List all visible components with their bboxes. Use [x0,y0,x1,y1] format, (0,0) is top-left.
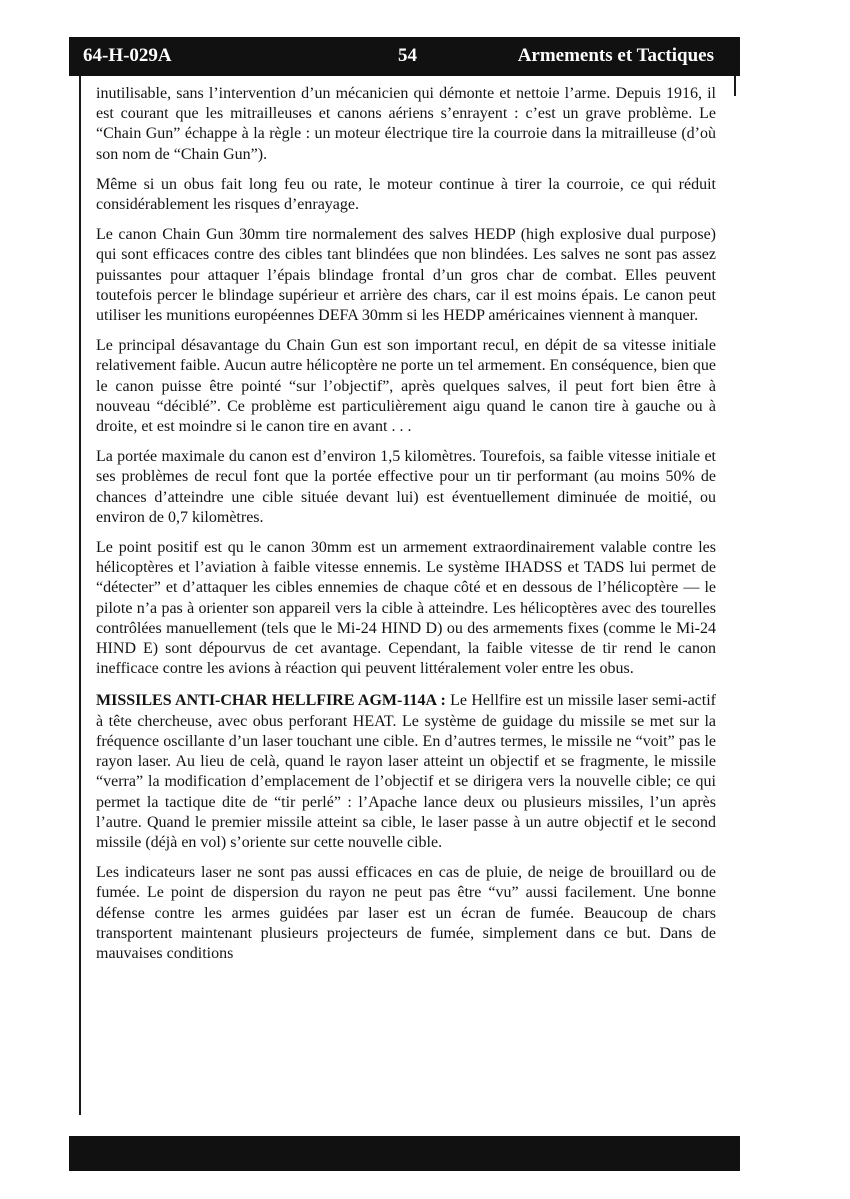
paragraph-recoil: Le principal désavantage du Chain Gun est son important recul, en dépit de sa vitesse initiale relativement faible. Aucun autre hélicoptère ne porte un tel armement. En conséquence, bien que le canon puisse être pointé “sur l’objectif”, après quelques salves, il peut fort bien être à nouveau “déciblé”. Ce problème est particulièrement aigu quand le canon tire à gauche ou à droite, et est moindre si le canon tire en avant . . . [96,337,716,436]
paragraph-advantages: Le point positif est qu le canon 30mm est un armement extraordinairement valable contre les hélicoptères et l’aviation à faible vitesse ennemis. Le système IHADSS et TADS lui permet de “détecter” et d’attaquer les cibles ennemies de chaque côté et en dessous de l’hélicoptère — le pilote n’a pas à orienter son appareil vers la cible à atteindre. Les hélicoptères avec des tourelles contrôlées manuellement (tels que le Mi-24 HIND D) ou des armements fixes (comme le Mi-24 HIND E) sont dépourvus de cet avantage. Cependant, la faible vitesse de tir rend le canon inefficace contre les avions à réaction qui peuvent littéralement voler entre les obus. [96,539,716,678]
hellfire-heading: MISSILES ANTI-CHAR HELLFIRE AGM-114A : [96,692,446,710]
document-code: 64-H-029A [83,45,172,66]
paragraph-range: La portée maximale du canon est d’environ 1,5 kilomètres. Tourefois, sa faible vitesse initiale et ses problèmes de recul font que la portée effective pour un tir performant (au moins 50% de chances d’atteindre une cible située devant lui) est éventuellement diminuée de moitié, ou environ de 0,7 kilomètres. [96,448,716,526]
margin-rule-right [734,76,736,96]
paragraph-laser-conditions: Les indicateurs laser ne sont pas aussi efficaces en cas de pluie, de neige de brouillard ou de fumée. Le point de dispersion du rayon ne peut pas être “vu” aussi facilement. Une bonne défense contre les armes guidées par laser est un écran de fumée. Beaucoup de chars transportent maintenant plusieurs projecteurs de fumée, simplement dans ce but. Dans de mauvaises conditions [96,864,716,962]
page-header [69,37,740,76]
paragraph-misfire: Même si un obus fait long feu ou rate, le moteur continue à tirer la courroie, ce qui réduit considérablement les risques d’enrayage. [96,175,716,214]
paragraph-chain-gun-intro: inutilisable, sans l’intervention d’un mécanicien qui démonte et nettoie l’arme. Depuis 1916, il est courant que les mitrailleuses et canons aériens s’enrayent : c’est un grave problème. Le “Chain Gun” échappe à la règle : un moteur électrique tire la courroie dans la mitrailleuse (d’où son nom de “Chain Gun”). [96,85,716,163]
paragraph-hedp-rounds: Le canon Chain Gun 30mm tire normalement des salves HEDP (high explosive dual purpose) qui sont efficaces contre des cibles tant blindées que non blindées. Les salves ne sont pas assez puissantes pour attaquer l’épais blindage frontal d’un gros char de combat. Elles peuvent toutefois percer le blindage supérieur et arrière des chars, car il est moins épais. Le canon peut utiliser les munitions européennes DEFA 30mm si les HEDP américaines viennent à manquer. [96,226,716,325]
page-body [96,84,716,974]
section-title: Armements et Tactiques [517,45,714,66]
page-number: 54 [398,45,417,66]
page-footer [69,1136,740,1171]
margin-rule-left [79,76,81,1115]
hellfire-text: Le Hellfire est un missile laser semi-actif à tête chercheuse, avec obus perforant HEAT. Le système de guidage du missile se met sur la fréquence oscillante d’un laser touchant une cible. En d’autres termes, le missile ne “voit” pas le rayon laser. Au lieu de celà, quand le rayon laser atteint un objectif et se fragmente, le missile “verra” la modification d’emplacement de l’objectif et se dirigera vers la nouvelle cible; ce qui permet la tactique dite de “tir perlé” : l’Apache lance deux ou plusieurs missiles, l’un après l’autre. Quand le premier missile atteint sa cible, le laser passe à un autre objectif et le second missile (déjà en vol) s’oriente sur cette nouvelle cible. [96,692,716,851]
paragraph-hellfire [96,691,716,853]
